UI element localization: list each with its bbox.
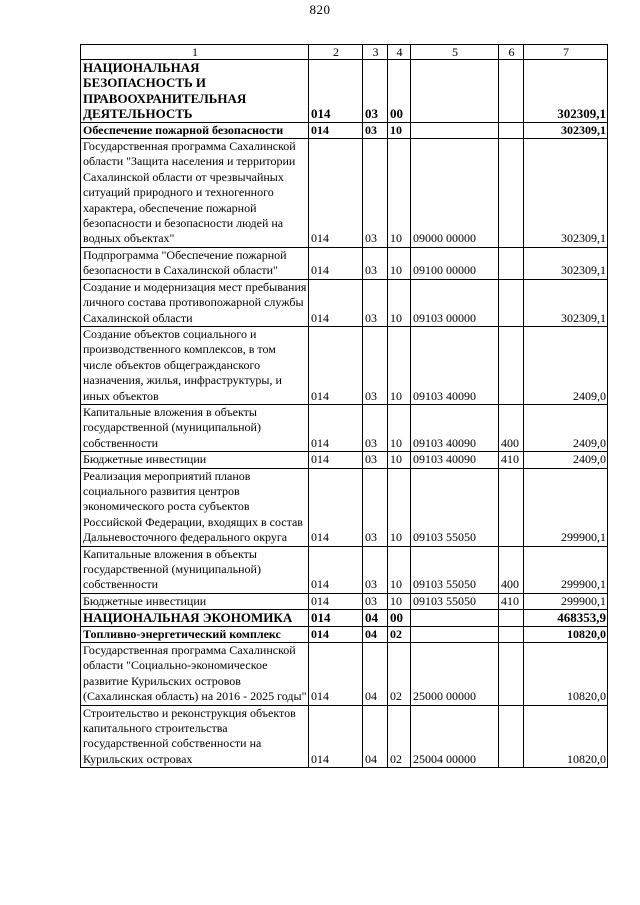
column-header: 7 [524,45,608,60]
table-row [81,468,608,546]
ministry-code-cell: 014 [309,247,363,279]
expense-type-cell [499,139,524,248]
ministry-code-cell: 014 [309,404,363,451]
target-code-cell [411,626,499,642]
section-code-cell: 03 [363,593,388,609]
section-code-cell: 03 [363,139,388,248]
table-row [81,452,608,468]
item-name-cell: Подпрограмма "Обеспечение пожарной безопасности в Сахалинской области" [81,247,309,279]
section-code-cell: 03 [363,247,388,279]
expense-type-cell [499,279,524,326]
ministry-code-cell: 014 [309,705,363,768]
item-name-cell: Государственная программа Сахалинской области "Защита населения и территории Сахалинской области от чрезвычайных ситуаций природного и техногенного характера, обеспечение пожарной безопасности и безопасности людей на водных объектах" [81,139,309,248]
subsection-code-cell: 02 [388,643,411,706]
target-code-cell: 09100 00000 [411,247,499,279]
item-name-cell: Создание и модернизация мест пребывания личного состава противопожарной службы Сахалинской области [81,279,309,326]
item-name-cell: Капитальные вложения в объекты государственной (муниципальной) собственности [81,404,309,451]
item-name-cell: Создание объектов социального и производственного комплексов, в том числе объектов общегражданского назначения, жилья, инфраструктуры, и иных объектов [81,326,309,404]
target-code-cell: 09103 40090 [411,404,499,451]
expense-type-cell: 400 [499,546,524,593]
section-code-cell: 03 [363,468,388,546]
amount-cell: 2409,0 [524,404,608,451]
item-name-cell: Государственная программа Сахалинской области "Социально-экономическое развитие Курильских островов (Сахалинская область) на 2016 - 2025 годы" [81,643,309,706]
table-row [81,643,608,706]
expense-type-cell: 410 [499,593,524,609]
target-code-cell [411,122,499,138]
amount-cell: 10820,0 [524,626,608,642]
table-row [81,610,608,626]
expense-type-cell [499,60,524,123]
table-row [81,326,608,404]
target-code-cell: 25000 00000 [411,643,499,706]
expense-type-cell [499,468,524,546]
section-code-cell: 03 [363,546,388,593]
target-code-cell: 09103 40090 [411,326,499,404]
subsection-code-cell: 02 [388,705,411,768]
subsection-code-cell: 10 [388,452,411,468]
column-header: 6 [499,45,524,60]
table-row [81,593,608,609]
amount-cell: 468353,9 [524,610,608,626]
item-name-cell: Строительство и реконструкция объектов капитального строительства государственной собственности на Курильских островах [81,705,309,768]
subsection-code-cell: 10 [388,247,411,279]
item-name-cell: НАЦИОНАЛЬНАЯ БЕЗОПАСНОСТЬ И ПРАВООХРАНИТЕЛЬНАЯ ДЕЯТЕЛЬНОСТЬ [81,60,309,123]
expense-type-cell [499,643,524,706]
section-code-cell: 03 [363,452,388,468]
ministry-code-cell: 014 [309,610,363,626]
target-code-cell: 09103 00000 [411,279,499,326]
ministry-code-cell: 014 [309,593,363,609]
budget-table [80,44,608,768]
amount-cell: 10820,0 [524,643,608,706]
amount-cell: 302309,1 [524,60,608,123]
ministry-code-cell: 014 [309,626,363,642]
subsection-code-cell: 02 [388,626,411,642]
subsection-code-cell: 10 [388,139,411,248]
item-name-cell: Реализация мероприятий планов социального развития центров экономического роста субъектов Российской Федерации, входящих в состав Дальневосточного федерального округа [81,468,309,546]
column-header: 5 [411,45,499,60]
section-code-cell: 03 [363,122,388,138]
table-row [81,626,608,642]
column-header: 3 [363,45,388,60]
section-code-cell: 03 [363,404,388,451]
ministry-code-cell: 014 [309,139,363,248]
ministry-code-cell: 014 [309,452,363,468]
subsection-code-cell: 10 [388,279,411,326]
target-code-cell: 25004 00000 [411,705,499,768]
table-row [81,60,608,123]
table-row [81,247,608,279]
amount-cell: 302309,1 [524,139,608,248]
amount-cell: 10820,0 [524,705,608,768]
subsection-code-cell: 10 [388,404,411,451]
ministry-code-cell: 014 [309,60,363,123]
page-number: 820 [309,2,331,17]
ministry-code-cell: 014 [309,326,363,404]
expense-type-cell [499,247,524,279]
amount-cell: 302309,1 [524,247,608,279]
table-row [81,122,608,138]
amount-cell: 299900,1 [524,468,608,546]
table-row [81,404,608,451]
column-header: 4 [388,45,411,60]
subsection-code-cell: 10 [388,468,411,546]
item-name-cell: Бюджетные инвестиции [81,452,309,468]
ministry-code-cell: 014 [309,279,363,326]
ministry-code-cell: 014 [309,643,363,706]
expense-type-cell [499,626,524,642]
subsection-code-cell: 10 [388,546,411,593]
section-code-cell: 04 [363,610,388,626]
target-code-cell: 09103 55050 [411,546,499,593]
amount-cell: 302309,1 [524,122,608,138]
item-name-cell: Капитальные вложения в объекты государственной (муниципальной) собственности [81,546,309,593]
amount-cell: 299900,1 [524,546,608,593]
expense-type-cell [499,326,524,404]
item-name-cell: Топливно-энергетический комплекс [81,626,309,642]
item-name-cell: Бюджетные инвестиции [81,593,309,609]
item-name-cell: НАЦИОНАЛЬНАЯ ЭКОНОМИКА [81,610,309,626]
amount-cell: 2409,0 [524,452,608,468]
subsection-code-cell: 10 [388,326,411,404]
expense-type-cell: 400 [499,404,524,451]
section-code-cell: 04 [363,626,388,642]
amount-cell: 2409,0 [524,326,608,404]
section-code-cell: 04 [363,643,388,706]
table-row [81,139,608,248]
subsection-code-cell: 10 [388,122,411,138]
section-code-cell: 03 [363,326,388,404]
section-code-cell: 04 [363,705,388,768]
ministry-code-cell: 014 [309,468,363,546]
item-name-cell: Обеспечение пожарной безопасности [81,122,309,138]
subsection-code-cell: 00 [388,610,411,626]
header-row [81,45,608,60]
table-row [81,279,608,326]
expense-type-cell [499,610,524,626]
target-code-cell: 09103 55050 [411,468,499,546]
target-code-cell [411,610,499,626]
target-code-cell: 09000 00000 [411,139,499,248]
column-header: 2 [309,45,363,60]
section-code-cell: 03 [363,279,388,326]
section-code-cell: 03 [363,60,388,123]
subsection-code-cell: 00 [388,60,411,123]
subsection-code-cell: 10 [388,593,411,609]
table-row [81,705,608,768]
target-code-cell: 09103 40090 [411,452,499,468]
ministry-code-cell: 014 [309,122,363,138]
table-row [81,546,608,593]
expense-type-cell [499,122,524,138]
target-code-cell [411,60,499,123]
expense-type-cell: 410 [499,452,524,468]
amount-cell: 302309,1 [524,279,608,326]
ministry-code-cell: 014 [309,546,363,593]
target-code-cell: 09103 55050 [411,593,499,609]
amount-cell: 299900,1 [524,593,608,609]
column-header: 1 [81,45,309,60]
expense-type-cell [499,705,524,768]
